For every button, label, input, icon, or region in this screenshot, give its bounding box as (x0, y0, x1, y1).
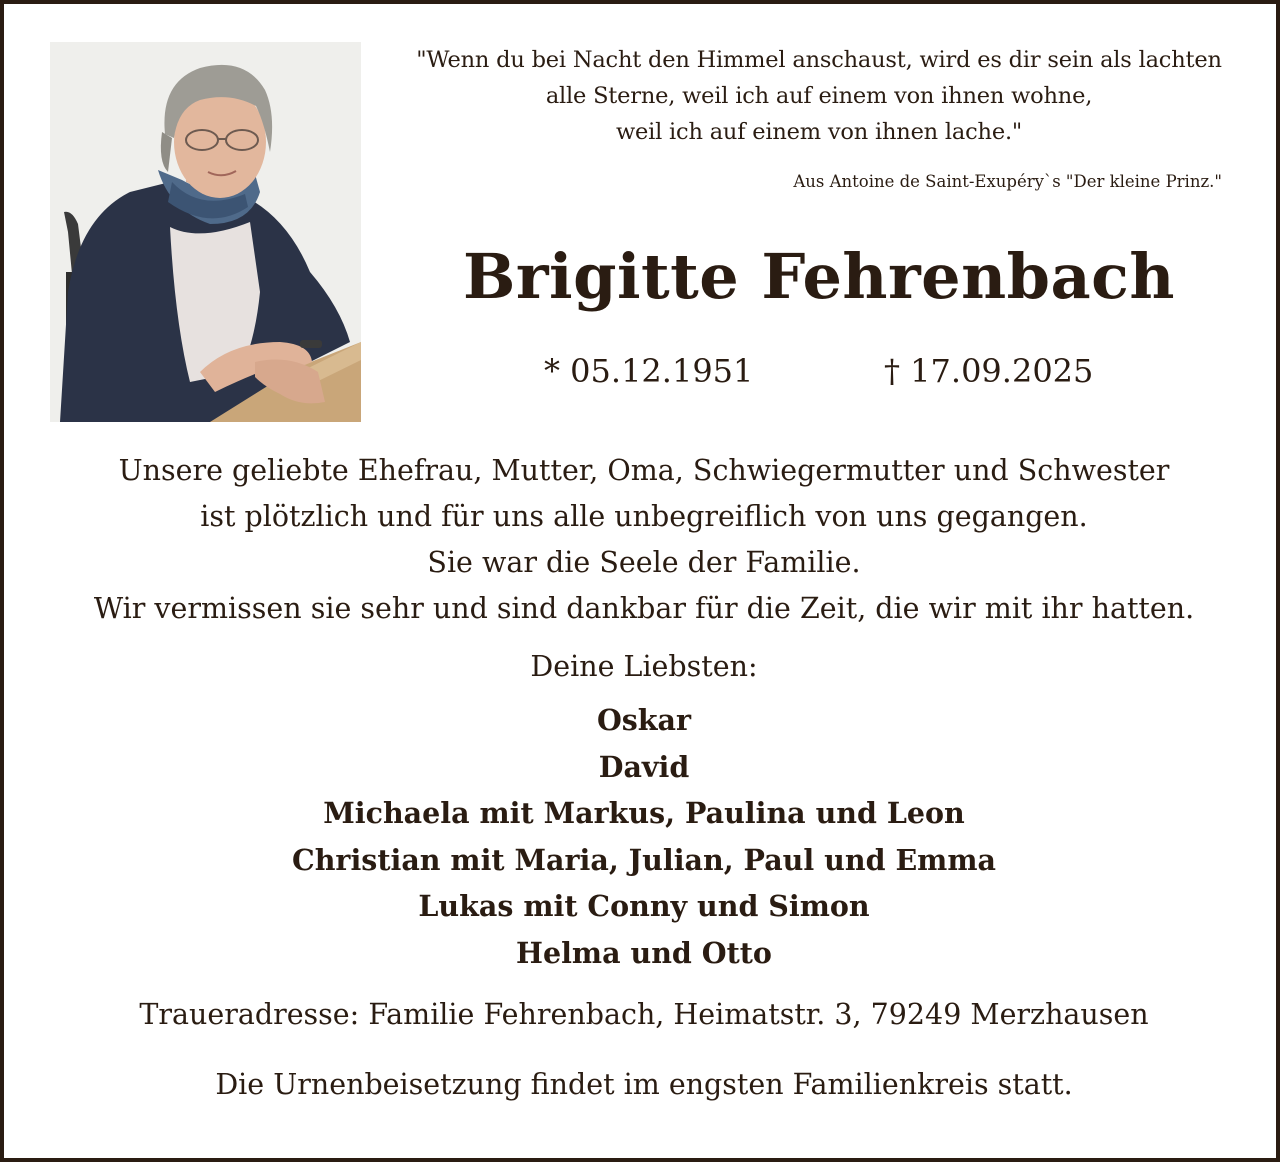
signoff: Deine Liebsten: (530, 650, 758, 683)
mourner-entry: Helma und Otto (516, 935, 772, 970)
birth-date: * 05.12.1951 (544, 352, 754, 390)
mourner-entry: Michaela mit Markus, Paulina und Leon (323, 796, 965, 830)
mourners-list (4, 697, 1280, 976)
obituary-text (4, 448, 1280, 632)
funeral-note: Die Urnenbeisetzung findet im engsten Familienkreis statt. (215, 1068, 1073, 1101)
text-line: Unsere geliebte Ehefrau, Mutter, Oma, Schwiegermutter und Schwester (118, 454, 1170, 487)
text-line: Wir vermissen sie sehr und sind dankbar für die Zeit, die wir mit ihr hatten. (93, 592, 1195, 625)
mourner-entry: Christian mit Maria, Julian, Paul und Emma (292, 842, 996, 877)
quote-source: Aus Antoine de Saint-Exupéry`s "Der kleine Prinz." (793, 172, 1222, 191)
deceased-name: Brigitte Fehrenbach (462, 240, 1176, 313)
mourner-entry: Oskar (596, 703, 692, 737)
mourner-entry: Lukas mit Conny und Simon (418, 889, 870, 923)
text-line: ist plötzlich und für uns alle unbegreiflich von uns gegangen. (200, 500, 1088, 533)
quote-line: weil ich auf einem von ihnen lache." (615, 119, 1023, 145)
quote-line: alle Sterne, weil ich auf einem von ihnen wohne, (545, 83, 1093, 109)
portrait-photo (50, 42, 361, 422)
quote (404, 42, 1234, 150)
text-line: Sie war die Seele der Familie. (427, 546, 861, 579)
quote-line: "Wenn du bei Nacht den Himmel anschaust, wird es dir sein als lachten (416, 47, 1222, 73)
death-date: † 17.09.2025 (884, 352, 1094, 390)
mourning-address: Traueradresse: Familie Fehrenbach, Heimatstr. 3, 79249 Merzhausen (139, 998, 1149, 1031)
mourner-entry: David (598, 749, 690, 784)
